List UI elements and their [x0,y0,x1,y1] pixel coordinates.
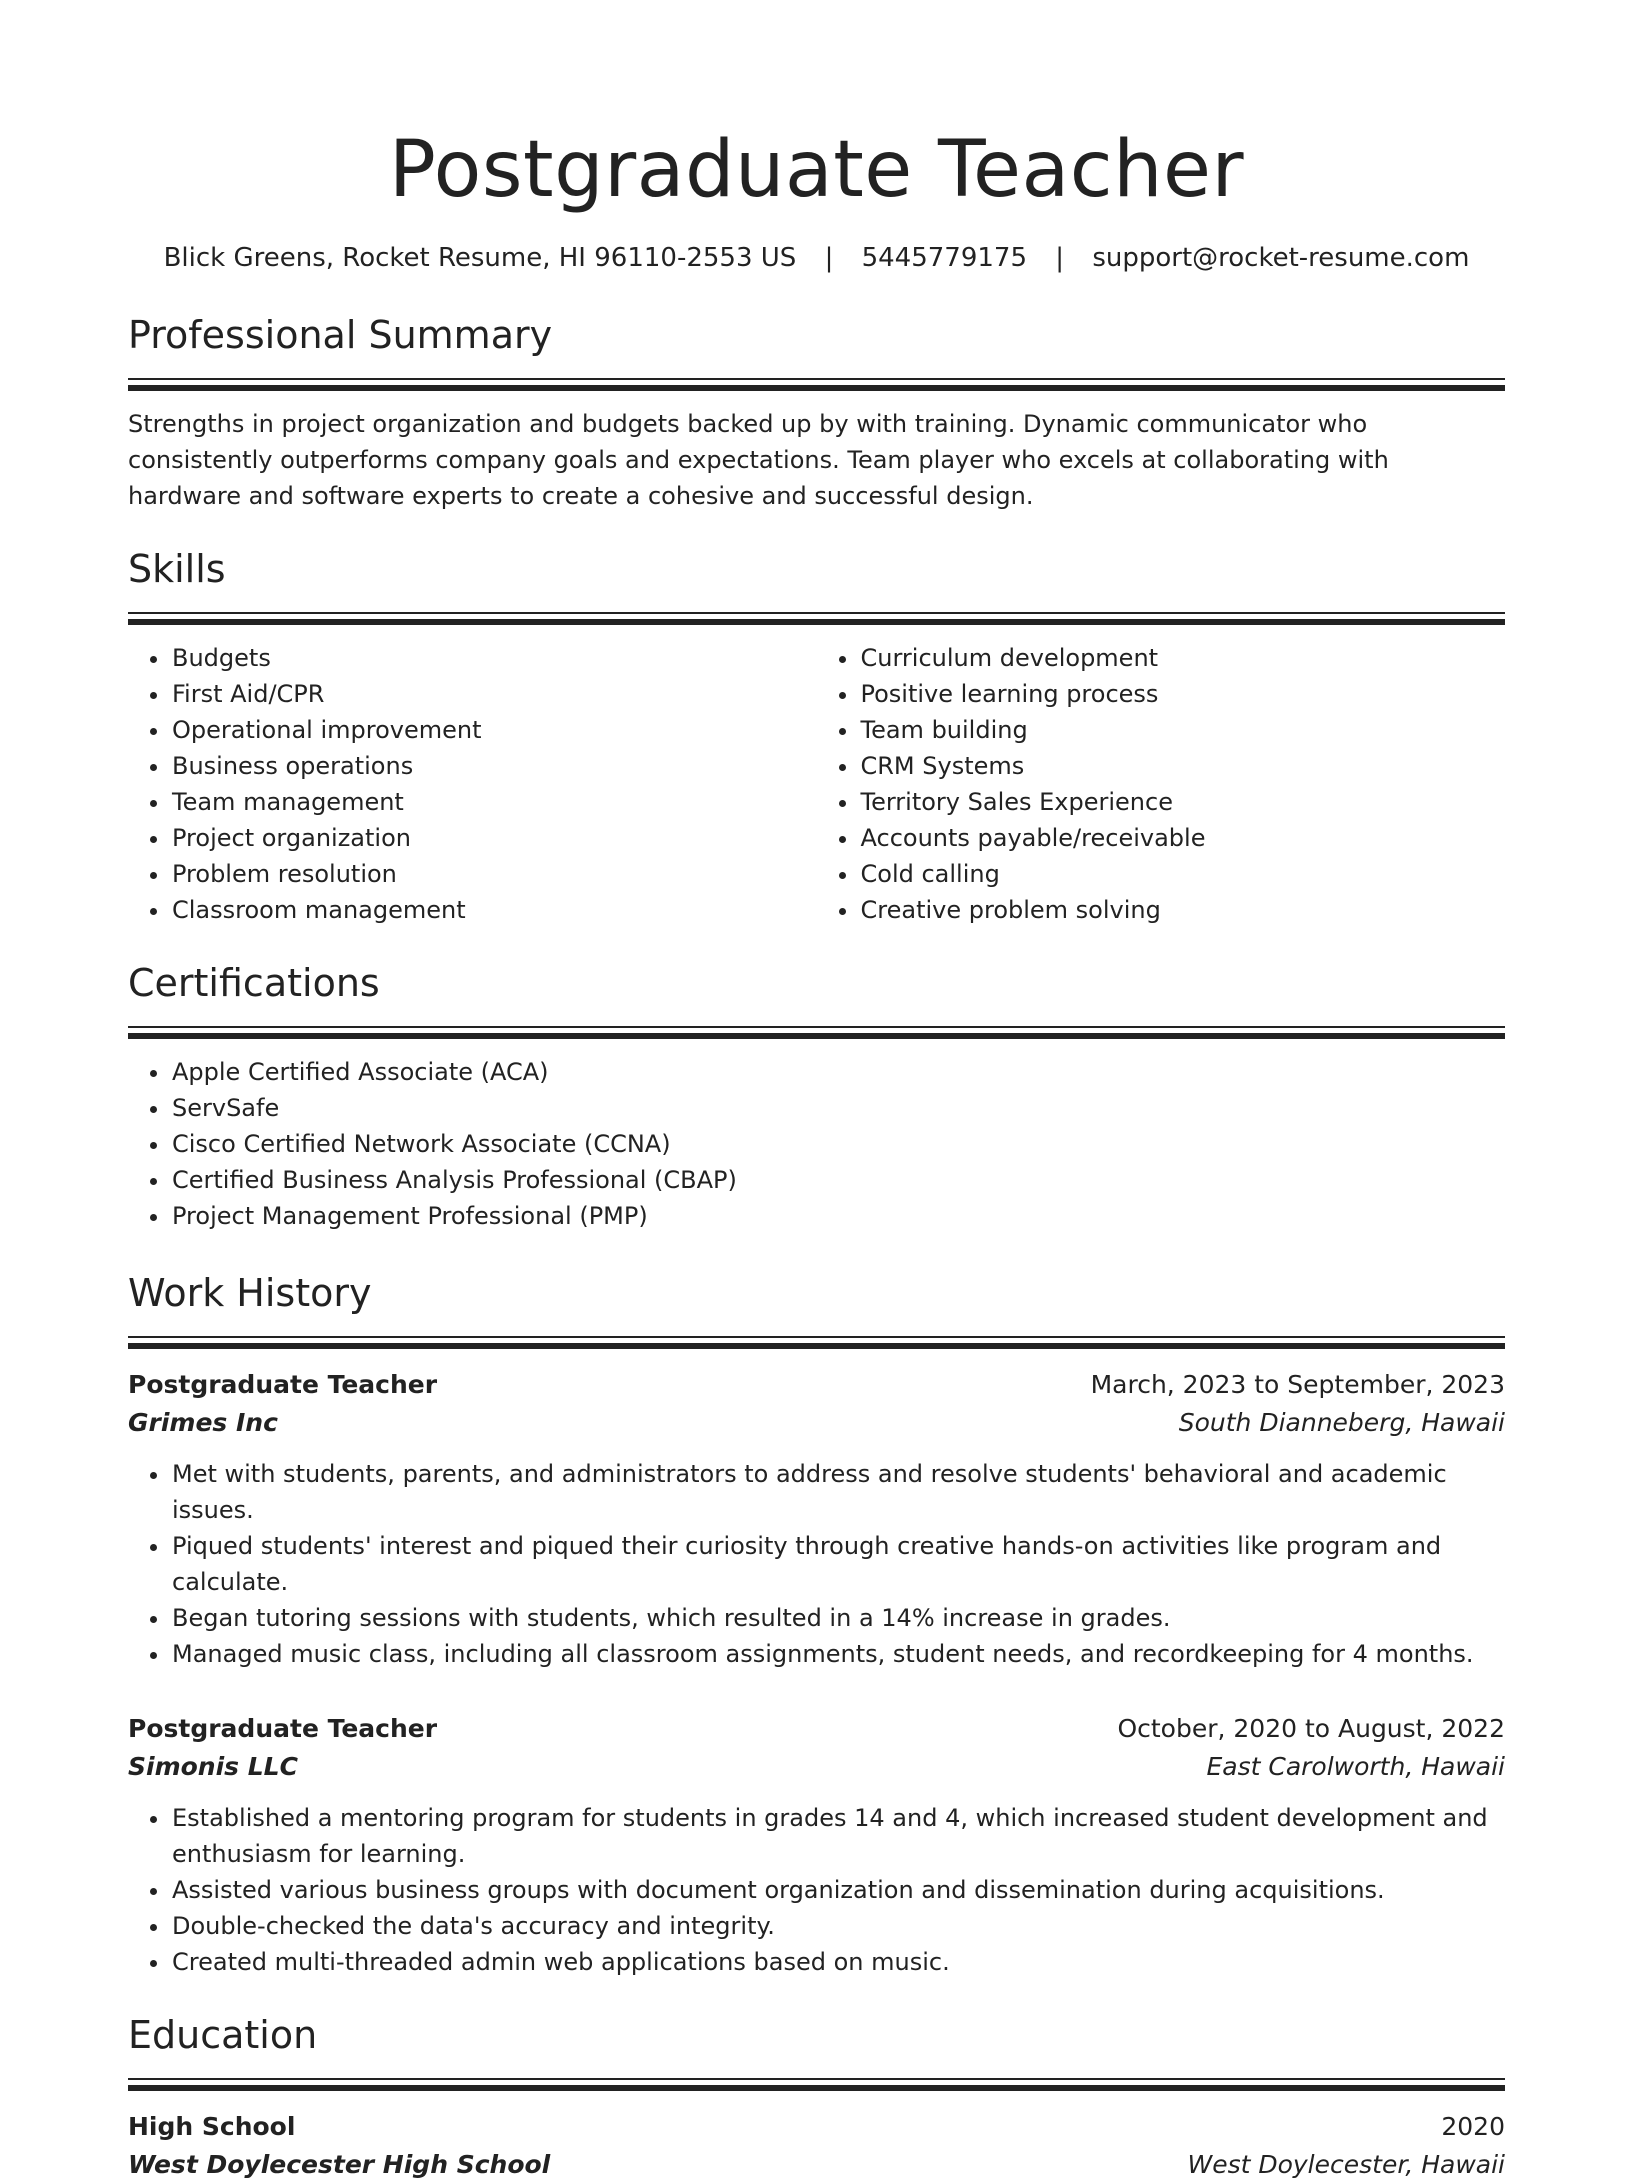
skill-item: • Curriculum development [860,640,1506,676]
summary-text: Strengths in project organization and budgets backed up by with training. Dynamic communicator who consistently outperforms company goals and expectations. Team player who excels at collaborating with hardware and software experts to create a cohesive and successful design. [128,410,1389,510]
certification-item: • Project Management Professional (PMP) [171,1198,1505,1234]
job-title: Postgraduate Teacher [128,1714,438,1743]
skill-item: • Accounts payable/receivable [860,820,1506,856]
job-subheader-row [128,1404,1505,1442]
job-bullet: • Piqued students' interest and piqued their curiosity through creative hands-on activities like program and calculate. [171,1528,1505,1600]
job-company: Simonis LLC [128,1752,298,1781]
section-title-summary: Professional Summary [128,313,553,357]
section-title-certifications: Certifications [128,961,380,1005]
skill-item: • Territory Sales Experience [860,784,1506,820]
skills-columns [128,640,1505,928]
contact-address: Blick Greens, Rocket Resume, HI 96110-2553 US [163,243,797,273]
skill-item: • Team building [860,712,1506,748]
job-bullet: • Assisted various business groups with document organization and dissemination during acquisitions. [171,1872,1505,1908]
job-subheader-row [128,1748,1505,1786]
job-company: Grimes Inc [128,1408,278,1437]
certification-item: • Cisco Certified Network Associate (CCNA) [171,1126,1505,1162]
job-bullet: • Managed music class, including all classroom assignments, student needs, and recordkeeping for 4 months. [171,1636,1505,1672]
section-divider [128,1336,1505,1350]
skills-list-left [128,640,817,928]
job-bullet: • Began tutoring sessions with students, which resulted in a 14% increase in grades. [171,1600,1505,1636]
job-title: Postgraduate Teacher [128,1370,438,1399]
certification-item: • ServSafe [171,1090,1505,1126]
job-bullet: • Double-checked the data's accuracy and integrity. [171,1908,1505,1944]
job-entry [128,1366,1505,1672]
section-title-education: Education [128,2013,318,2057]
job-header-row [128,1710,1505,1748]
section-divider [128,2078,1505,2092]
education-section [128,2010,1505,2184]
job-bullet: • Created multi-threaded admin web applications based on music. [171,1944,1505,1980]
job-header-row [128,1366,1505,1404]
skill-item: • First Aid/CPR [171,676,817,712]
skill-item: • Project organization [171,820,817,856]
skills-section [128,544,1505,928]
skill-item: • Problem resolution [171,856,817,892]
certification-item: • Certified Business Analysis Professional (CBAP) [171,1162,1505,1198]
section-divider [128,378,1505,392]
summary-section [128,310,1505,514]
job-location: East Carolworth, Hawaii [1206,1752,1505,1781]
job-bullet: • Met with students, parents, and administrators to address and resolve students' behavioral and academic issues. [171,1456,1505,1528]
skill-item: • Business operations [171,748,817,784]
education-degree: High School [128,2112,296,2141]
education-subheader-row [128,2146,1505,2184]
education-location: West Doylecester, Hawaii [1187,2150,1505,2179]
work-history-section [128,1268,1505,1980]
contact-separator: | [1055,243,1065,273]
skill-item: • Positive learning process [860,676,1506,712]
job-location: South Dianneberg, Hawaii [1178,1408,1505,1437]
education-year: 2020 [1441,2112,1505,2141]
skill-item: • Cold calling [860,856,1506,892]
certifications-list [128,1054,1505,1234]
skill-item: • Team management [171,784,817,820]
contact-separator: | [824,243,834,273]
education-entry [128,2108,1505,2184]
job-bullet: • Established a mentoring program for students in grades 14 and 4, which increased student development and enthusiasm for learning. [171,1800,1505,1872]
job-bullets [128,1800,1505,1980]
skill-item: • Operational improvement [171,712,817,748]
resume-name: Postgraduate Teacher [388,125,1245,215]
skill-item: • Budgets [171,640,817,676]
section-divider [128,1026,1505,1040]
job-dates: October, 2020 to August, 2022 [1117,1714,1505,1743]
certifications-section [128,958,1505,1234]
skill-item: • Creative problem solving [860,892,1506,928]
skill-item: • Classroom management [171,892,817,928]
certification-item: • Apple Certified Associate (ACA) [171,1054,1505,1090]
education-header-row [128,2108,1505,2146]
job-dates: March, 2023 to September, 2023 [1090,1370,1505,1399]
job-entry [128,1710,1505,1980]
job-bullets [128,1456,1505,1672]
section-title-skills: Skills [128,547,226,591]
contact-email: support@rocket-resume.com [1092,243,1470,273]
skills-list-right [817,640,1506,928]
section-divider [128,612,1505,626]
skill-item: • CRM Systems [860,748,1506,784]
education-school: West Doylecester High School [128,2150,551,2179]
contact-phone: 5445779175 [861,243,1028,273]
contact-line [128,240,1505,276]
section-title-work-history: Work History [128,1271,372,1315]
